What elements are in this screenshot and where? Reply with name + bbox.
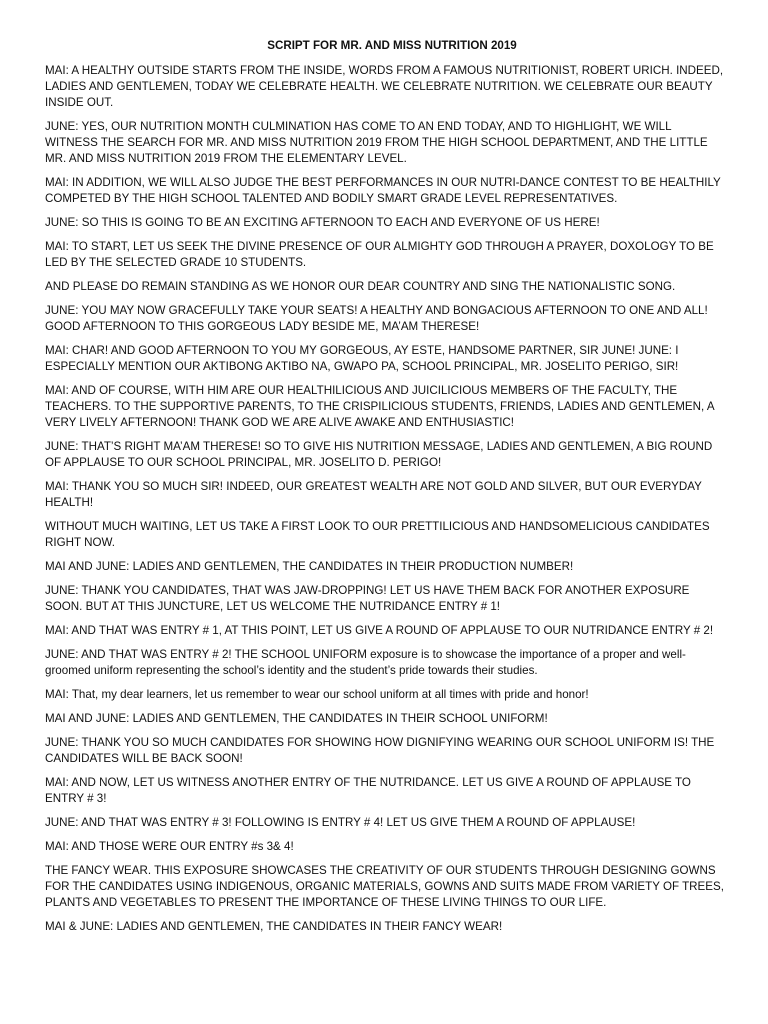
paragraph: MAI & JUNE: LADIES AND GENTLEMEN, THE CANDIDATES IN THEIR FANCY WEAR! [45, 920, 503, 933]
paragraph: MAI: IN ADDITION, WE WILL ALSO JUDGE THE BEST PERFORMANCES IN OUR NUTRI-DANCE CONTEST TO BE HEALTHILY COMPETED BY THE HIGH SCHOOL TALENTED AND BODILY SMART GRADE LEVEL REPRESENTATIVES. [45, 176, 721, 205]
paragraph: MAI: CHAR! AND GOOD AFTERNOON TO YOU MY GORGEOUS, AY ESTE, HANDSOME PARTNER, SIR JUNE! JUNE: I ESPECIALLY MENTION OUR AKTIBONG AKTIBO NA, GWAPO PA, SCHOOL PRINCIPAL, MR. JOSELITO PERIGO, SIR! [45, 344, 679, 373]
paragraph: JUNE: THAT’S RIGHT MA’AM THERESE! SO TO GIVE HIS NUTRITION MESSAGE, LADIES AND GENTLEMEN, A BIG ROUND OF APPLAUSE TO OUR SCHOOL PRINCIPAL, MR. JOSELITO D. PERIGO! [45, 440, 713, 469]
paragraph: MAI: That, my dear learners, let us remember to wear our school uniform at all times with pride and honor! [45, 688, 589, 701]
document-title: SCRIPT FOR MR. AND MISS NUTRITION 2019 [267, 39, 517, 52]
paragraph: JUNE: THANK YOU SO MUCH CANDIDATES FOR SHOWING HOW DIGNIFYING WEARING OUR SCHOOL UNIFORM IS! THE CANDIDATES WILL BE BACK SOON! [45, 736, 715, 765]
paragraph: JUNE: YES, OUR NUTRITION MONTH CULMINATION HAS COME TO AN END TODAY, AND TO HIGHLIGHT, WE WILL WITNESS THE SEARCH FOR MR. AND MISS NUTRITION 2019 FROM THE HIGH SCHOOL DEPARTMENT, AND THE LITTLE MR. AND MISS NUTRITION 2019 FROM THE ELEMENTARY LEVEL. [45, 120, 708, 165]
paragraph: JUNE: SO THIS IS GOING TO BE AN EXCITING AFTERNOON TO EACH AND EVERYONE OF US HERE! [45, 216, 600, 229]
paragraph: WITHOUT MUCH WAITING, LET US TAKE A FIRST LOOK TO OUR PRETTILICIOUS AND HANDSOMELICIOUS CANDIDATES RIGHT NOW. [45, 520, 710, 549]
paragraph: MAI: A HEALTHY OUTSIDE STARTS FROM THE INSIDE, WORDS FROM A FAMOUS NUTRITIONIST, ROBERT URICH. INDEED, LADIES AND GENTLEMEN, TODAY WE CELEBRATE HEALTH. WE CELEBRATE NUTRITION. WE CELEBRATE OUR BEAUTY INSIDE OUT. [45, 64, 724, 109]
paragraph: MAI: AND OF COURSE, WITH HIM ARE OUR HEALTHILICIOUS AND JUICILICIOUS MEMBERS OF THE FACULTY, THE TEACHERS. TO THE SUPPORTIVE PARENTS, TO THE CRISPILICIOUS STUDENTS, FRIENDS, LADIES AND GENTLEMEN, A VERY LIVELY AFTERNOON! THANK GOD WE ARE ALIVE AWAKE AND ENTHUSIASTIC! [45, 384, 714, 429]
paragraph: MAI: AND NOW, LET US WITNESS ANOTHER ENTRY OF THE NUTRIDANCE. LET US GIVE A ROUND OF APPLAUSE TO ENTRY # 3! [45, 776, 691, 805]
paragraph: MAI: AND THAT WAS ENTRY # 1, AT THIS POINT, LET US GIVE A ROUND OF APPLAUSE TO OUR NUTRIDANCE ENTRY # 2! [45, 624, 714, 637]
paragraph: MAI AND JUNE: LADIES AND GENTLEMEN, THE CANDIDATES IN THEIR SCHOOL UNIFORM! [45, 712, 548, 725]
paragraph: THE FANCY WEAR. THIS EXPOSURE SHOWCASES THE CREATIVITY OF OUR STUDENTS THROUGH DESIGNING GOWNS FOR THE CANDIDATES USING INDIGENOUS, ORGANIC MATERIALS, GOWNS AND SUITS MADE FROM VARIETY OF TREES, PLANTS AND VEGETABLES TO PRESENT THE IMPORTANCE OF THESE LIVING THINGS TO OUR LIFE. [45, 864, 724, 909]
paragraph: MAI: TO START, LET US SEEK THE DIVINE PRESENCE OF OUR ALMIGHTY GOD THROUGH A PRAYER, DOXOLOGY TO BE LED BY THE SELECTED GRADE 10 STUDENTS. [45, 240, 714, 269]
paragraph: MAI: AND THOSE WERE OUR ENTRY #s 3& 4! [45, 840, 294, 853]
paragraph: MAI AND JUNE: LADIES AND GENTLEMEN, THE CANDIDATES IN THEIR PRODUCTION NUMBER! [45, 560, 574, 573]
paragraph-list [45, 63, 725, 935]
paragraph: JUNE: YOU MAY NOW GRACEFULLY TAKE YOUR SEATS! A HEALTHY AND BONGACIOUS AFTERNOON TO ONE AND ALL! GOOD AFTERNOON TO THIS GORGEOUS LADY BESIDE ME, MA’AM THERESE! [45, 304, 708, 333]
paragraph: JUNE: THANK YOU CANDIDATES, THAT WAS JAW-DROPPING! LET US HAVE THEM BACK FOR ANOTHER EXPOSURE SOON. BUT AT THIS JUNCTURE, LET US WELCOME THE NUTRIDANCE ENTRY # 1! [45, 584, 690, 613]
paragraph: MAI: THANK YOU SO MUCH SIR! INDEED, OUR GREATEST WEALTH ARE NOT GOLD AND SILVER, BUT OUR EVERYDAY HEALTH! [45, 480, 702, 509]
paragraph: JUNE: AND THAT WAS ENTRY # 3! FOLLOWING IS ENTRY # 4! LET US GIVE THEM A ROUND OF APPLAUSE! [45, 816, 636, 829]
paragraph: JUNE: AND THAT WAS ENTRY # 2! THE SCHOOL UNIFORM exposure is to showcase the importance of a proper and well-groomed uniform representing the school’s identity and the student’s pride towards their studies. [45, 648, 686, 677]
document-page [45, 38, 725, 943]
paragraph: AND PLEASE DO REMAIN STANDING AS WE HONOR OUR DEAR COUNTRY AND SING THE NATIONALISTIC SONG. [45, 280, 676, 293]
